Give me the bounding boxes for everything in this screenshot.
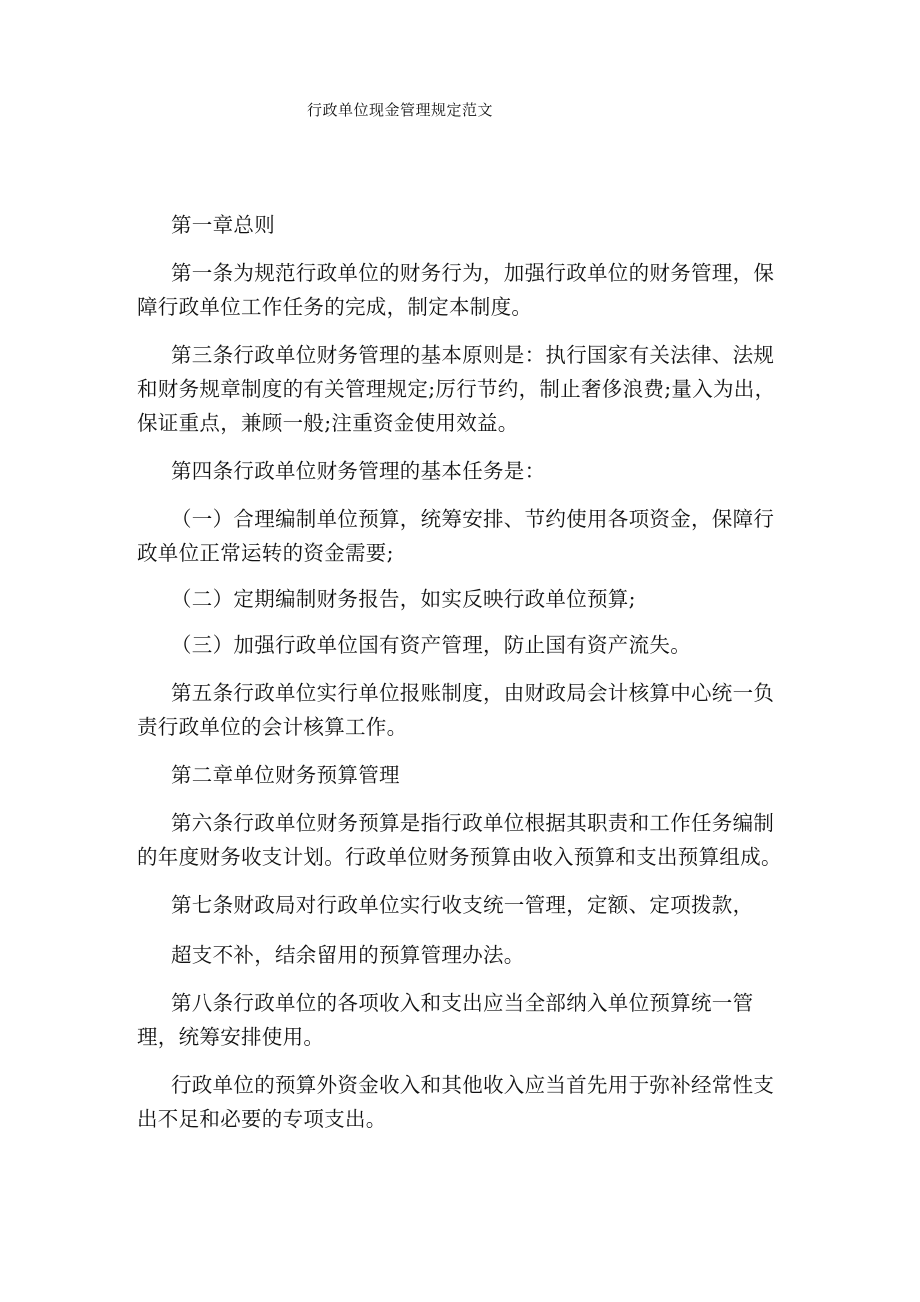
chapter-heading-2: 第二章单位财务预算管理	[171, 763, 400, 787]
document-title: 行政单位现金管理规定范文	[307, 101, 494, 119]
article-5: 第五条行政单位实行单位报账制度，由财政局会计核算中心统一负责行政单位的会计核算工作。	[137, 681, 775, 739]
article-4-item-3: （三）加强行政单位国有资产管理，防止国有资产流失。	[171, 633, 691, 657]
document-body	[137, 208, 787, 1136]
article-8-supplement: 行政单位的预算外资金收入和其他收入应当首先用于弥补经常性支出不足和必要的专项支出。	[137, 1073, 775, 1131]
chapter-heading-1: 第一章总则	[171, 213, 275, 237]
article-8: 第八条行政单位的各项收入和支出应当全部纳入单位预算统一管理，统筹安排使用。	[137, 991, 754, 1049]
article-1: 第一条为规范行政单位的财务行为，加强行政单位的财务管理，保障行政单位工作任务的完成，制定本制度。	[137, 261, 775, 319]
article-7: 第七条财政局对行政单位实行收支统一管理，定额、定项拨款，	[171, 893, 754, 917]
article-6: 第六条行政单位财务预算是指行政单位根据其职责和工作任务编制的年度财务收支计划。行政单位财务预算由收入预算和支出预算组成。	[137, 811, 782, 869]
article-4-item-1: （一）合理编制单位预算，统筹安排、节约使用各项资金，保障行 政单位正常运转的资金需要;	[137, 507, 775, 565]
article-3: 第三条行政单位财务管理的基本原则是：执行国家有关法律、法规和财务规章制度的有关管理规定;厉行节约，制止奢侈浪费;量入为出，保证重点，兼顾一般;注重资金使用效益。	[137, 343, 776, 435]
article-7-continuation: 超支不补，结余留用的预算管理办法。	[171, 943, 525, 967]
article-4: 第四条行政单位财务管理的基本任务是：	[171, 459, 546, 483]
article-4-item-2: （二）定期编制财务报告，如实反映行政单位预算;	[171, 587, 636, 611]
